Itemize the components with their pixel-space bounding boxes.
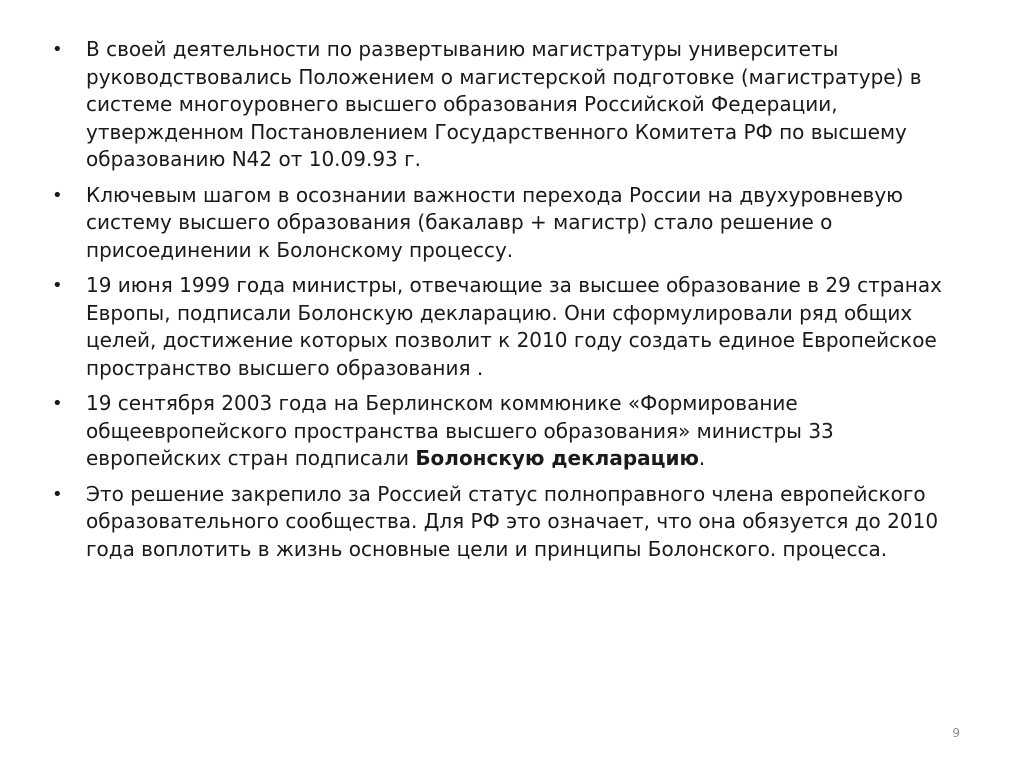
bullet-text-3: 19 июня 1999 года министры, отвечающие за высшее образование в 29 странах Европы, подписали Болонскую декларацию. Они сформулировали ряд общих целей, достижение которых позволит к 2010 году создать единое Европейское пространство высшего образования . — [86, 273, 942, 380]
bullet-icon: • — [52, 275, 63, 296]
bullet-text-1: В своей деятельности по развертыванию магистратуры университеты руководствовались Положением о магистерской подготовке (магистратуре) в системе многоуровнего высшего образования Российской Федерации, утвержденном Постановлением Государственного Комитета РФ по высшему образованию N42 от 10.09.93 г. — [86, 37, 922, 171]
bullet-list — [52, 36, 972, 563]
bullet-icon: • — [52, 483, 63, 505]
bullet-text-4-start: 19 сентября 2003 года на Берлинском коммюнике «Формирование общеевропейского пространства высшего образования» министры 33 европейских стран подписали — [86, 391, 834, 470]
bullet-item-5 — [52, 481, 972, 564]
bullet-icon: • — [52, 39, 63, 60]
bullet-item-4 — [52, 390, 972, 473]
page-number: 9 — [952, 726, 960, 740]
bullet-text-2: Ключевым шагом в осознании важности перехода России на двухуровневую систему высшего образования (бакалавр + магистр) стало решение о присоединении к Болонскому процессу. — [86, 182, 904, 262]
bullet-text-5: Это решение закрепило за Россией статус полноправного члена европейского образовательного сообщества. Для РФ это означает, что она обязуется до 2010 года воплотить в жизнь основные цели и принципы Болонского. процесса. — [86, 481, 939, 561]
bullet-item-2 — [52, 182, 972, 265]
bullet-icon: • — [52, 184, 63, 206]
bullet-text-4 — [86, 391, 834, 470]
bullet-item-1 — [52, 36, 972, 174]
bullet-icon: • — [52, 393, 63, 414]
bullet-item-3 — [52, 272, 972, 382]
bologna-declaration-term: Болонскую декларацию — [415, 446, 699, 470]
bullet-text-4-end: . — [698, 446, 706, 470]
